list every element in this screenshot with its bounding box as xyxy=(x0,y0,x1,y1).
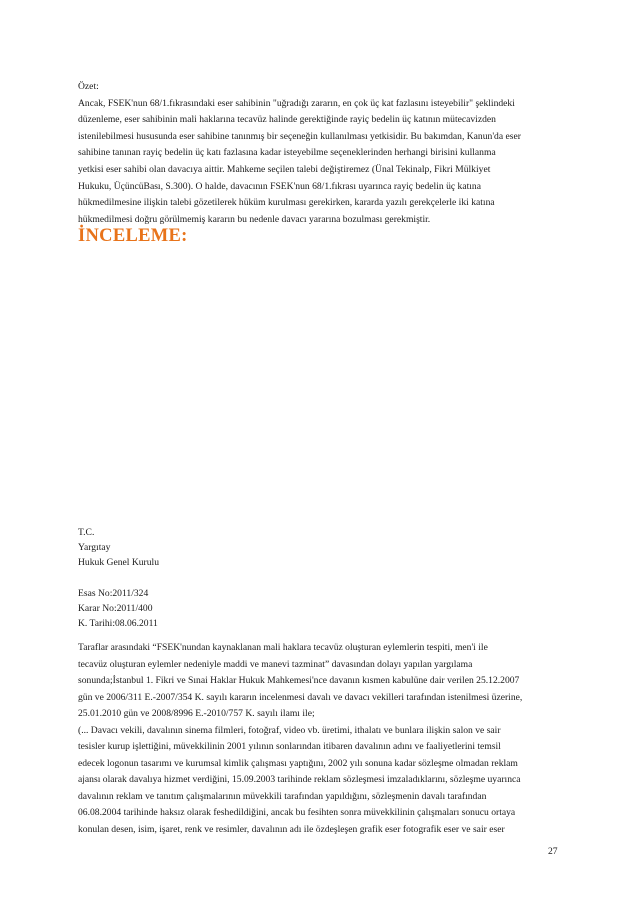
karar-number: Karar No:2011/400 xyxy=(78,602,153,614)
summary-line: istenilebilmesi hususunda eser sahibine tanınmış bir seçeneğin kullanılması yetkisidir. Bu bakımdan, Kanun'da eser xyxy=(78,130,521,142)
body-line: gün ve 2006/311 E.-2007/354 K. sayılı kararın incelenmesi davalı ve davacı vekilleri tarafından istenilmesi üzerine, xyxy=(78,691,523,703)
summary-line: Hukuku, ÜçüncüBası, S.300). O halde, davacının FSEK'nun 68/1.fıkrası uyarınca rayiç bedelin üç katına xyxy=(78,180,481,192)
body-line: sonunda;İstanbul 1. Fikri ve Sınai Haklar Hukuk Mahkemesi'nce davanın kısmen kabulüne dair verilen 25.12.2007 xyxy=(78,675,520,686)
summary-line: Ancak, FSEK'nun 68/1.fıkrasındaki eser sahibinin "uğradığı zararın, en çok üç kat fazlasını isteyebilir" şeklindeki xyxy=(78,97,515,109)
summary-line: sahibine tanınan rayiç bedelin üç katı fazlasına kadar isteyebilme seçeneklerinden herhangi birisini kullanma xyxy=(78,147,496,159)
body-line: ajansı olarak davalıya hizmet verdiğini, 15.09.2003 tarihinde reklam sözleşmesi imzaladıklarını, sözleşme uyarınca xyxy=(78,774,521,785)
body-line: tesisler kurup işlettiğini, müvekkilinin 2001 yılının sonlarından itibaren davalının adını ve faaliyetlerini temsil xyxy=(78,741,501,752)
court-name: Yargıtay xyxy=(78,542,111,554)
spacer xyxy=(78,571,568,586)
summary-line: hükmedilmesine ilişkin talebi gözetilerek hüküm kurulması gerekirken, kararda yazılı gerekçelerle iki katına xyxy=(78,197,495,209)
body-line: 06.08.2004 tarihinde haksız olarak feshedildiğini, ancak bu fesihten sonra müvekkilinin çalışmaları sonucu ortaya xyxy=(78,807,516,818)
section-heading: İNCELEME: xyxy=(78,226,188,246)
summary-line: düzenleme, eser sahibinin mali haklarına tecavüz halinde gerektiğinde rayiç bedelin üç katının mütecavizden xyxy=(78,114,496,126)
page-number: 27 xyxy=(548,846,558,857)
body-line: konulan desen, isim, işaret, renk ve resimler, davalının adı ile özdeşleşen grafik eser fotografik eser ve sair eser xyxy=(78,823,505,835)
decision-date: K. Tarihi:08.06.2011 xyxy=(78,618,158,630)
body-line: Taraflar arasındaki “FSEK'nundan kaynaklanan mali haklara tecavüz oluşturan eylemlerin tespiti, men'i ile xyxy=(78,642,488,653)
body-line: 25.01.2010 gün ve 2008/8996 E.-2010/757 K. sayılı ilamı ile; xyxy=(78,708,315,719)
body-line: davalının reklam ve tanıtım çalışmalarının müvekkili tarafından yapıldığını, sözleşmenin davalı tarafından xyxy=(78,790,487,802)
summary-section xyxy=(78,79,568,228)
court-info xyxy=(78,525,568,631)
esas-number: Esas No:2011/324 xyxy=(78,587,149,599)
summary-line: yetkisi eser sahibi olan davacıya aittir. Mahkeme seçilen talebi değiştiremez (Ünal Tekinalp, Fikri Mülkiyet xyxy=(78,163,491,175)
decision-body xyxy=(78,640,568,838)
body-line: tecavüz oluşturan eylemler nedeniyle maddi ve manevi tazminat” davasından dolayı yapılan yargılama xyxy=(78,658,473,670)
chamber-name: Hukuk Genel Kurulu xyxy=(78,557,159,569)
body-line: (... Davacı vekili, davalının sinema filmleri, fotoğraf, video vb. üretimi, ithalatı ve bunlara ilişkin salon ve sair xyxy=(78,724,501,736)
country-label: T.C. xyxy=(78,527,95,538)
summary-line: Özet: xyxy=(78,81,99,92)
body-line: edecek logonun tasarımı ve kurumsal kimlik çalışması yaptığını, 2002 yılı sonuna kadar sözleşme olmadan reklam xyxy=(78,757,518,769)
summary-line: hükmedilmesi doğru görülmemiş kararın bu nedenle davacı yararına bozulması gerekmiştir. xyxy=(78,213,431,225)
